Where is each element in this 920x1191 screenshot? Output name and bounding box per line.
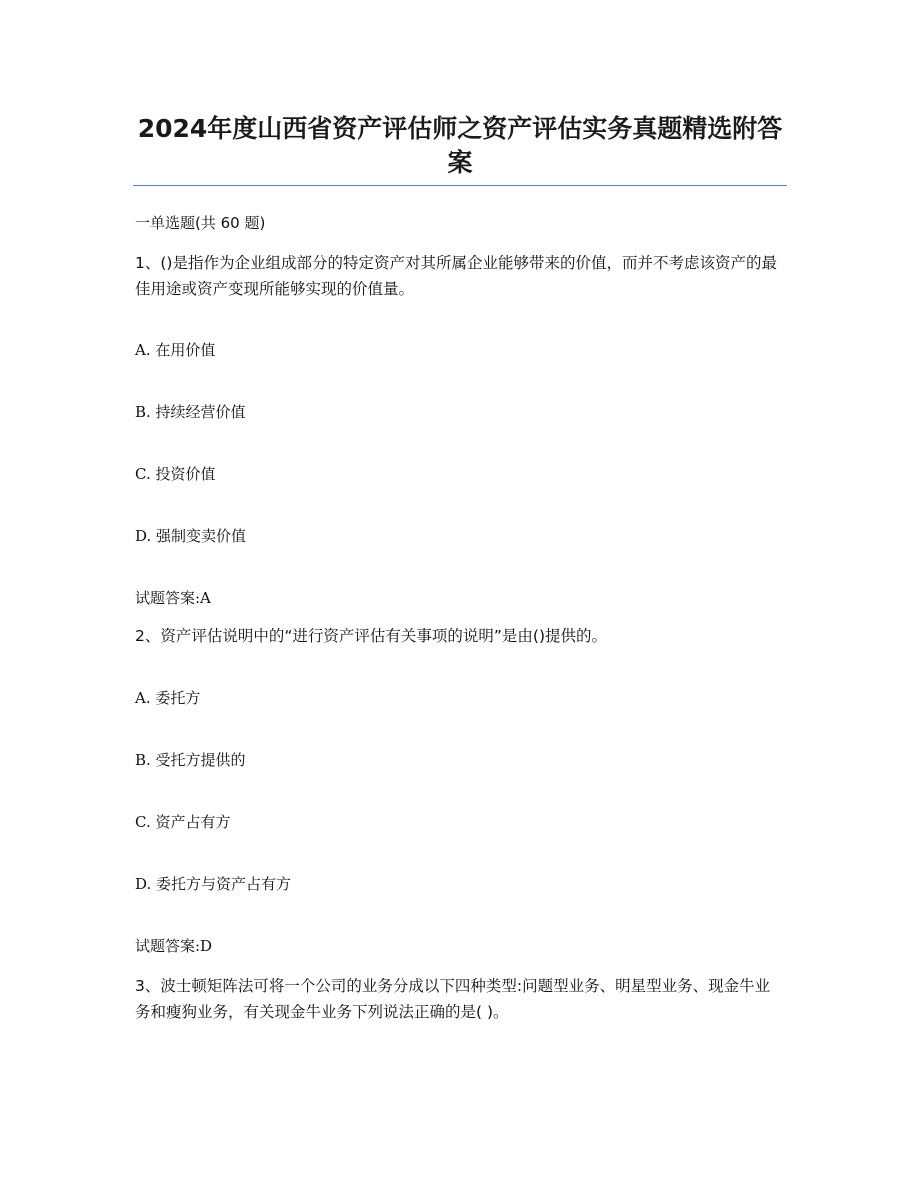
option-2-c: C. 资产占有方 (135, 813, 231, 831)
question-stem-2: 2、资产评估说明中的“进行资产评估有关事项的说明”是由()提供的。 (135, 627, 608, 645)
option-2-a: A. 委托方 (135, 689, 201, 707)
title-divider (133, 185, 787, 186)
option-1-d: D. 强制变卖价值 (135, 527, 247, 545)
section-heading: 一单选题(共 60 题) (135, 214, 266, 232)
option-1-c: C. 投资价值 (135, 465, 216, 483)
option-2-b: B. 受托方提供的 (135, 751, 246, 769)
option-2-d: D. 委托方与资产占有方 (135, 875, 292, 893)
option-1-a: A. 在用价值 (135, 341, 216, 359)
question-stem-1: 1、()是指作为企业组成部分的特定资产对其所属企业能够带来的价值，而并不考虑该资产的最佳用途或资产变现所能够实现的价值量。 (135, 254, 777, 298)
answer-1: 试题答案:A (135, 589, 211, 607)
option-1-b: B. 持续经营价值 (135, 403, 246, 421)
question-stem-3: 3、波士顿矩阵法可将一个公司的业务分成以下四种类型:问题型业务、明星型业务、现金牛业务和瘦狗业务，有关现金牛业务下列说法正确的是( )。 (135, 977, 771, 1021)
answer-2: 试题答案:D (135, 937, 213, 955)
page-title: 2024年度山西省资产评估师之资产评估实务真题精选附答案 (137, 114, 783, 177)
